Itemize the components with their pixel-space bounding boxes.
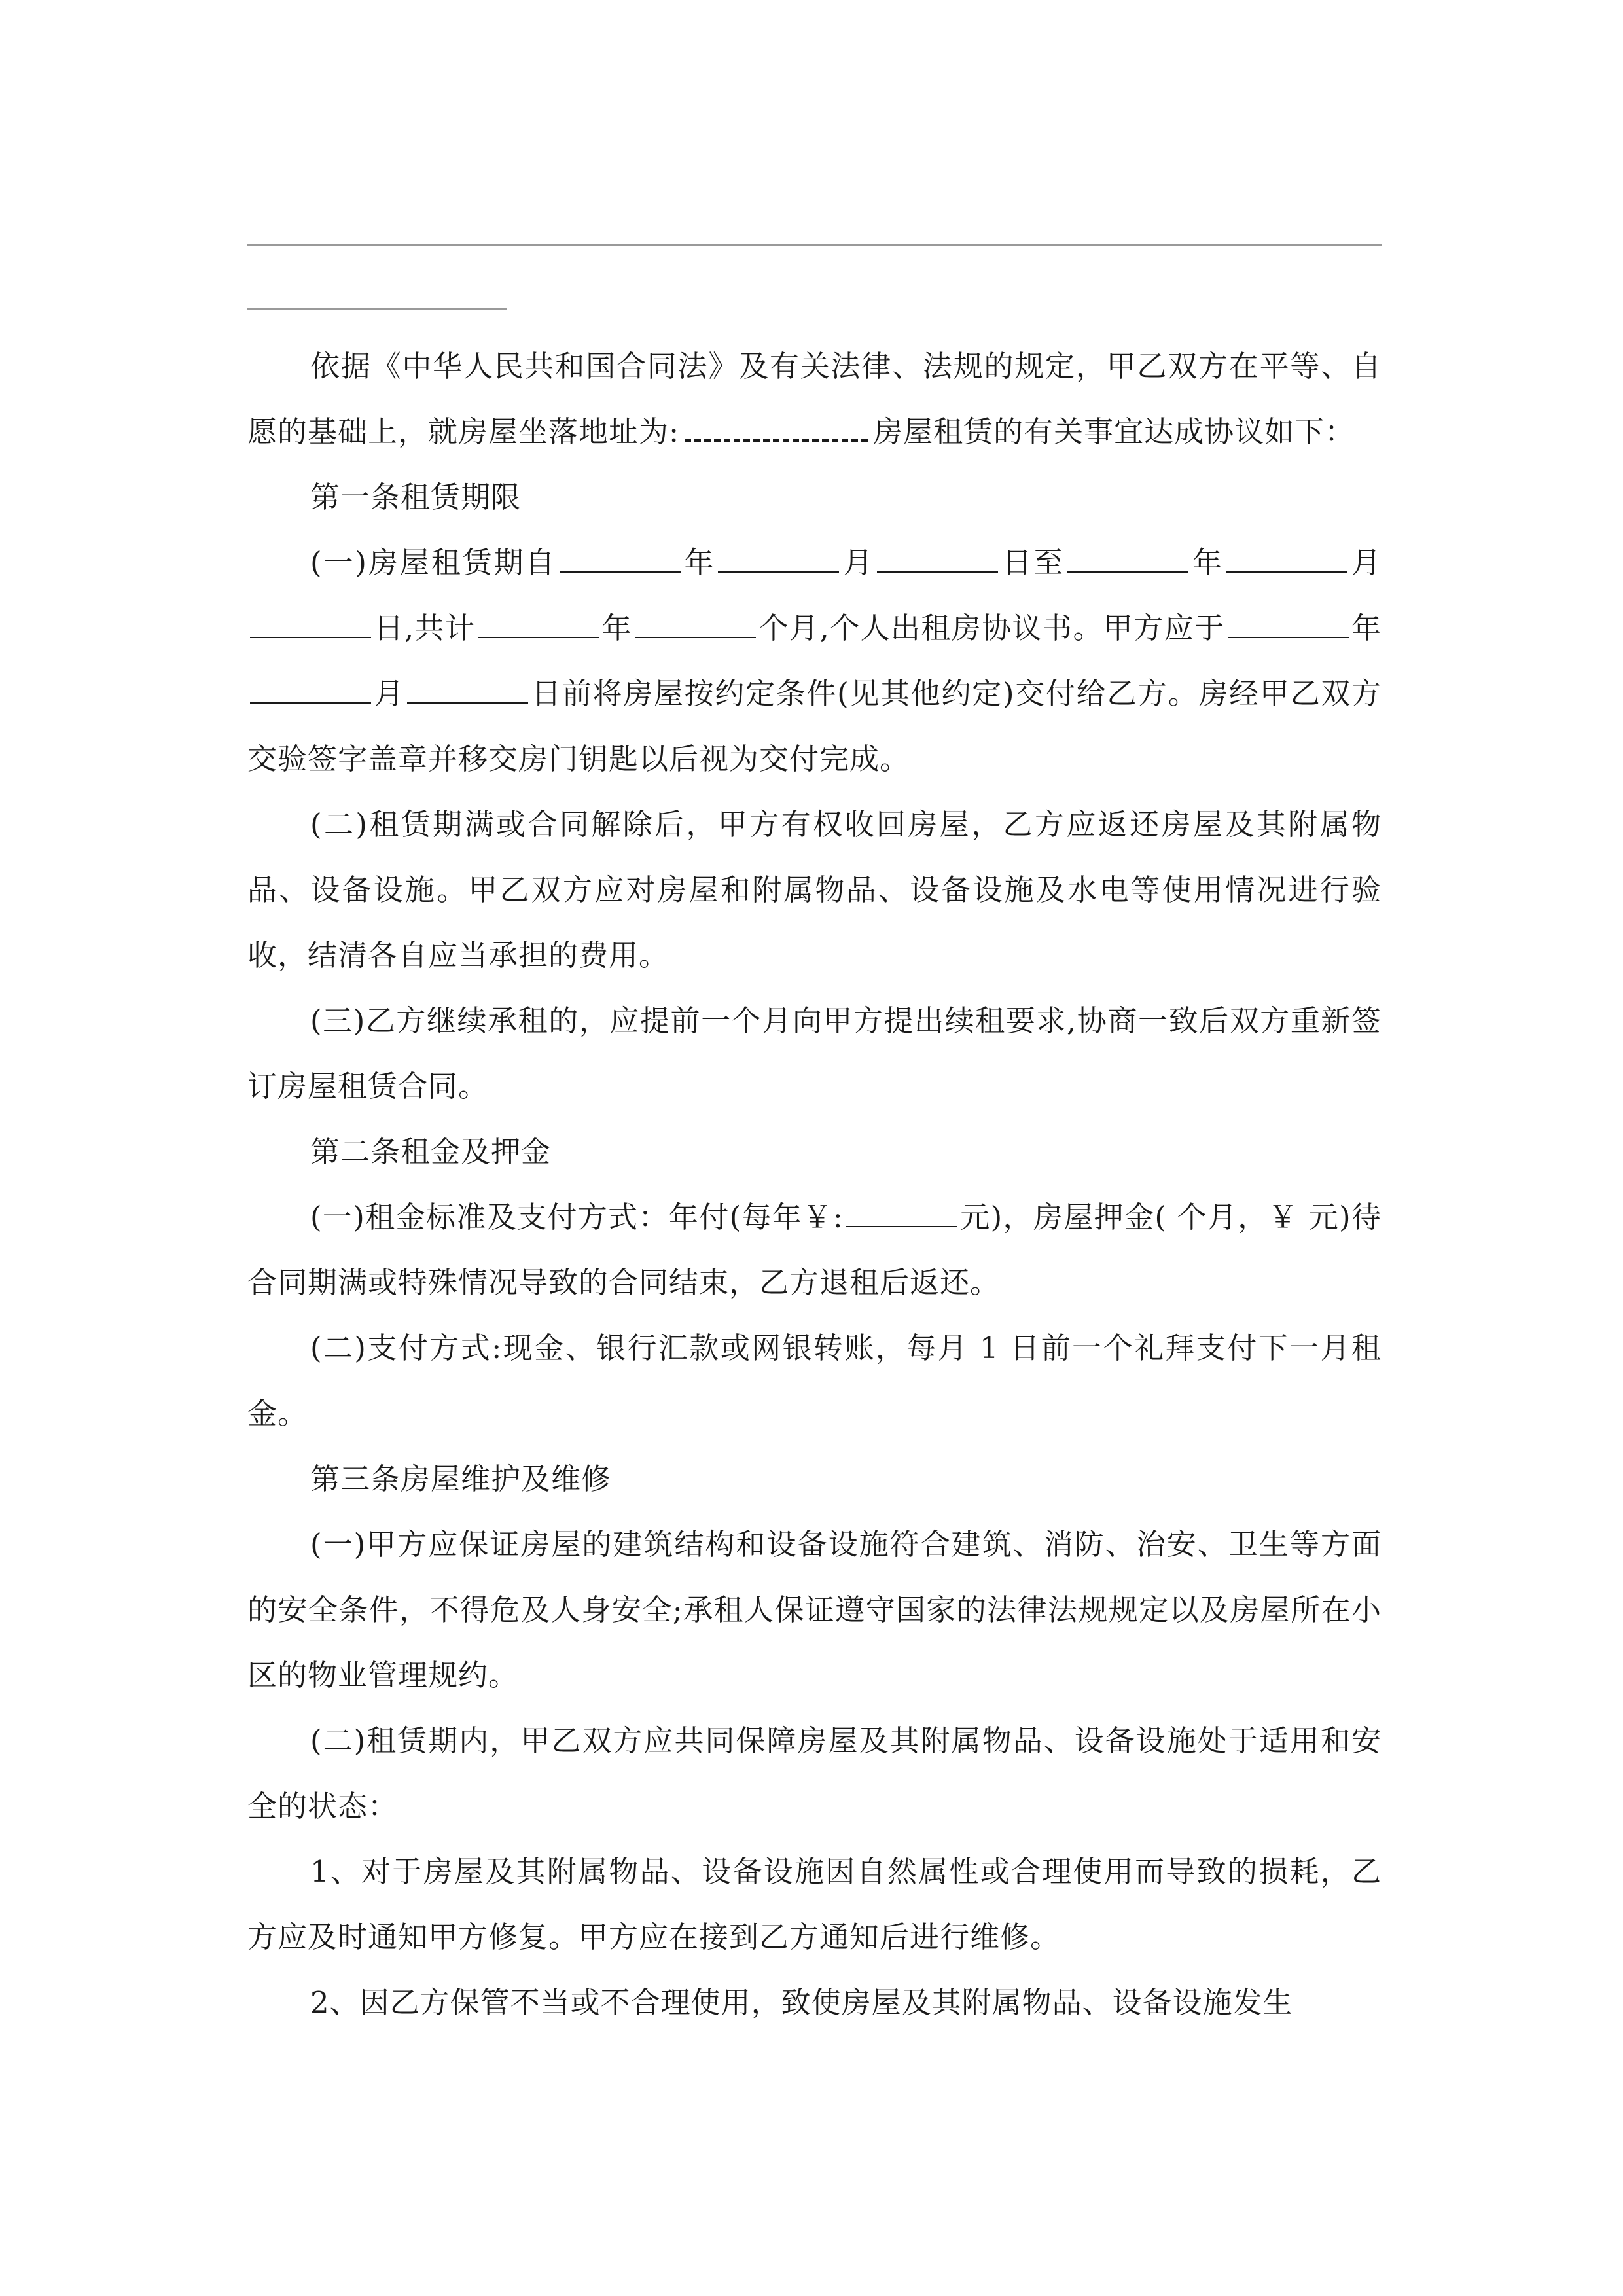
blank-field (478, 609, 599, 638)
blank-field (250, 609, 371, 638)
article2-paragraph1 (247, 1185, 1382, 1316)
text: 月 (1349, 545, 1382, 580)
rent-amount-blank (846, 1198, 957, 1227)
article2-paragraph2: (二)支付方式:现金、银行汇款或网银转账，每月 1 日前一个礼拜支付下一月租金。 (247, 1331, 1382, 1431)
text: 年 (683, 545, 716, 580)
text: 个月,个人出租房协议书。甲方应于 (758, 611, 1225, 645)
blank-field (1226, 543, 1347, 573)
blank-field (560, 543, 681, 573)
text: 日至 (1001, 545, 1065, 580)
article1-paragraph3: (三)乙方继续承租的，应提前一个月向甲方提出续租要求,协商一致后双方重新签订房屋租赁合同。 (247, 1003, 1382, 1103)
article3-paragraph2: (二)租赁期内，甲乙双方应共同保障房屋及其附属物品、设备设施处于适用和安全的状态： (247, 1723, 1382, 1823)
text: 年 (1351, 611, 1382, 645)
intro-paragraph (247, 334, 1382, 465)
article1-paragraph2: (二)租赁期满或合同解除后，甲方有权收回房屋，乙方应返还房屋及其附属物品、设备设施。甲乙双方应对房屋和附属物品、设备设施及水电等使用情况进行验收，结清各自应当承担的费用。 (247, 807, 1382, 973)
text: 日,共计 (374, 611, 476, 645)
document-body (247, 334, 1382, 2036)
blank-field (877, 543, 998, 573)
text: 元)，房屋押金( 个月，￥ 元)待合同期满或特殊情况导致的合同结束，乙方退租后返还。 (247, 1200, 1382, 1300)
text: 日前将房屋按约定条件(见其他约定)交付给乙方。房经甲乙双方交验签字盖章并移交房门钥匙以后视为交付完成。 (247, 676, 1382, 776)
blank-field (1067, 543, 1188, 573)
article3-title: 第三条房屋维护及维修 (310, 1462, 612, 1496)
header-rule (247, 244, 1382, 246)
article1-paragraph1 (247, 530, 1382, 792)
blank-field (635, 609, 756, 638)
article3-paragraph3: 1、对于房屋及其附属物品、设备设施因自然属性或合理使用而导致的损耗，乙方应及时通知甲方修复。甲方应在接到乙方通知后进行维修。 (247, 1854, 1382, 1954)
article3-paragraph1: (一)甲方应保证房屋的建筑结构和设备设施符合建筑、消防、治安、卫生等方面的安全条件，不得危及人身安全;承租人保证遵守国家的法律法规规定以及房屋所在小区的物业管理规约。 (247, 1527, 1382, 1693)
blank-field (250, 674, 371, 704)
address-blank (685, 418, 868, 442)
text: (一)租金标准及支付方式：年付(每年￥: (310, 1200, 844, 1234)
blank-field (1228, 609, 1349, 638)
intro-text-a: 依据《中华人民共和国合同法》及有关法律、法规的规定，甲乙双方在平等、自愿的基础上，就房屋坐落地址为: (247, 349, 1382, 449)
text: 年 (601, 611, 633, 645)
text: 月 (842, 545, 875, 580)
text: 年 (1191, 545, 1224, 580)
article1-title: 第一条租赁期限 (310, 480, 522, 514)
text: 月 (374, 676, 405, 711)
blank-field (407, 674, 528, 704)
intro-text-b: 房屋租赁的有关事宜达成协议如下： (873, 414, 1355, 449)
short-rule (247, 308, 507, 310)
article3-paragraph4: 2、因乙方保管不当或不合理使用，致使房屋及其附属物品、设备设施发生 (310, 1985, 1293, 2020)
text: (一)房屋租赁期自 (310, 545, 557, 580)
blank-field (718, 543, 839, 573)
article2-title: 第二条租金及押金 (310, 1134, 552, 1169)
